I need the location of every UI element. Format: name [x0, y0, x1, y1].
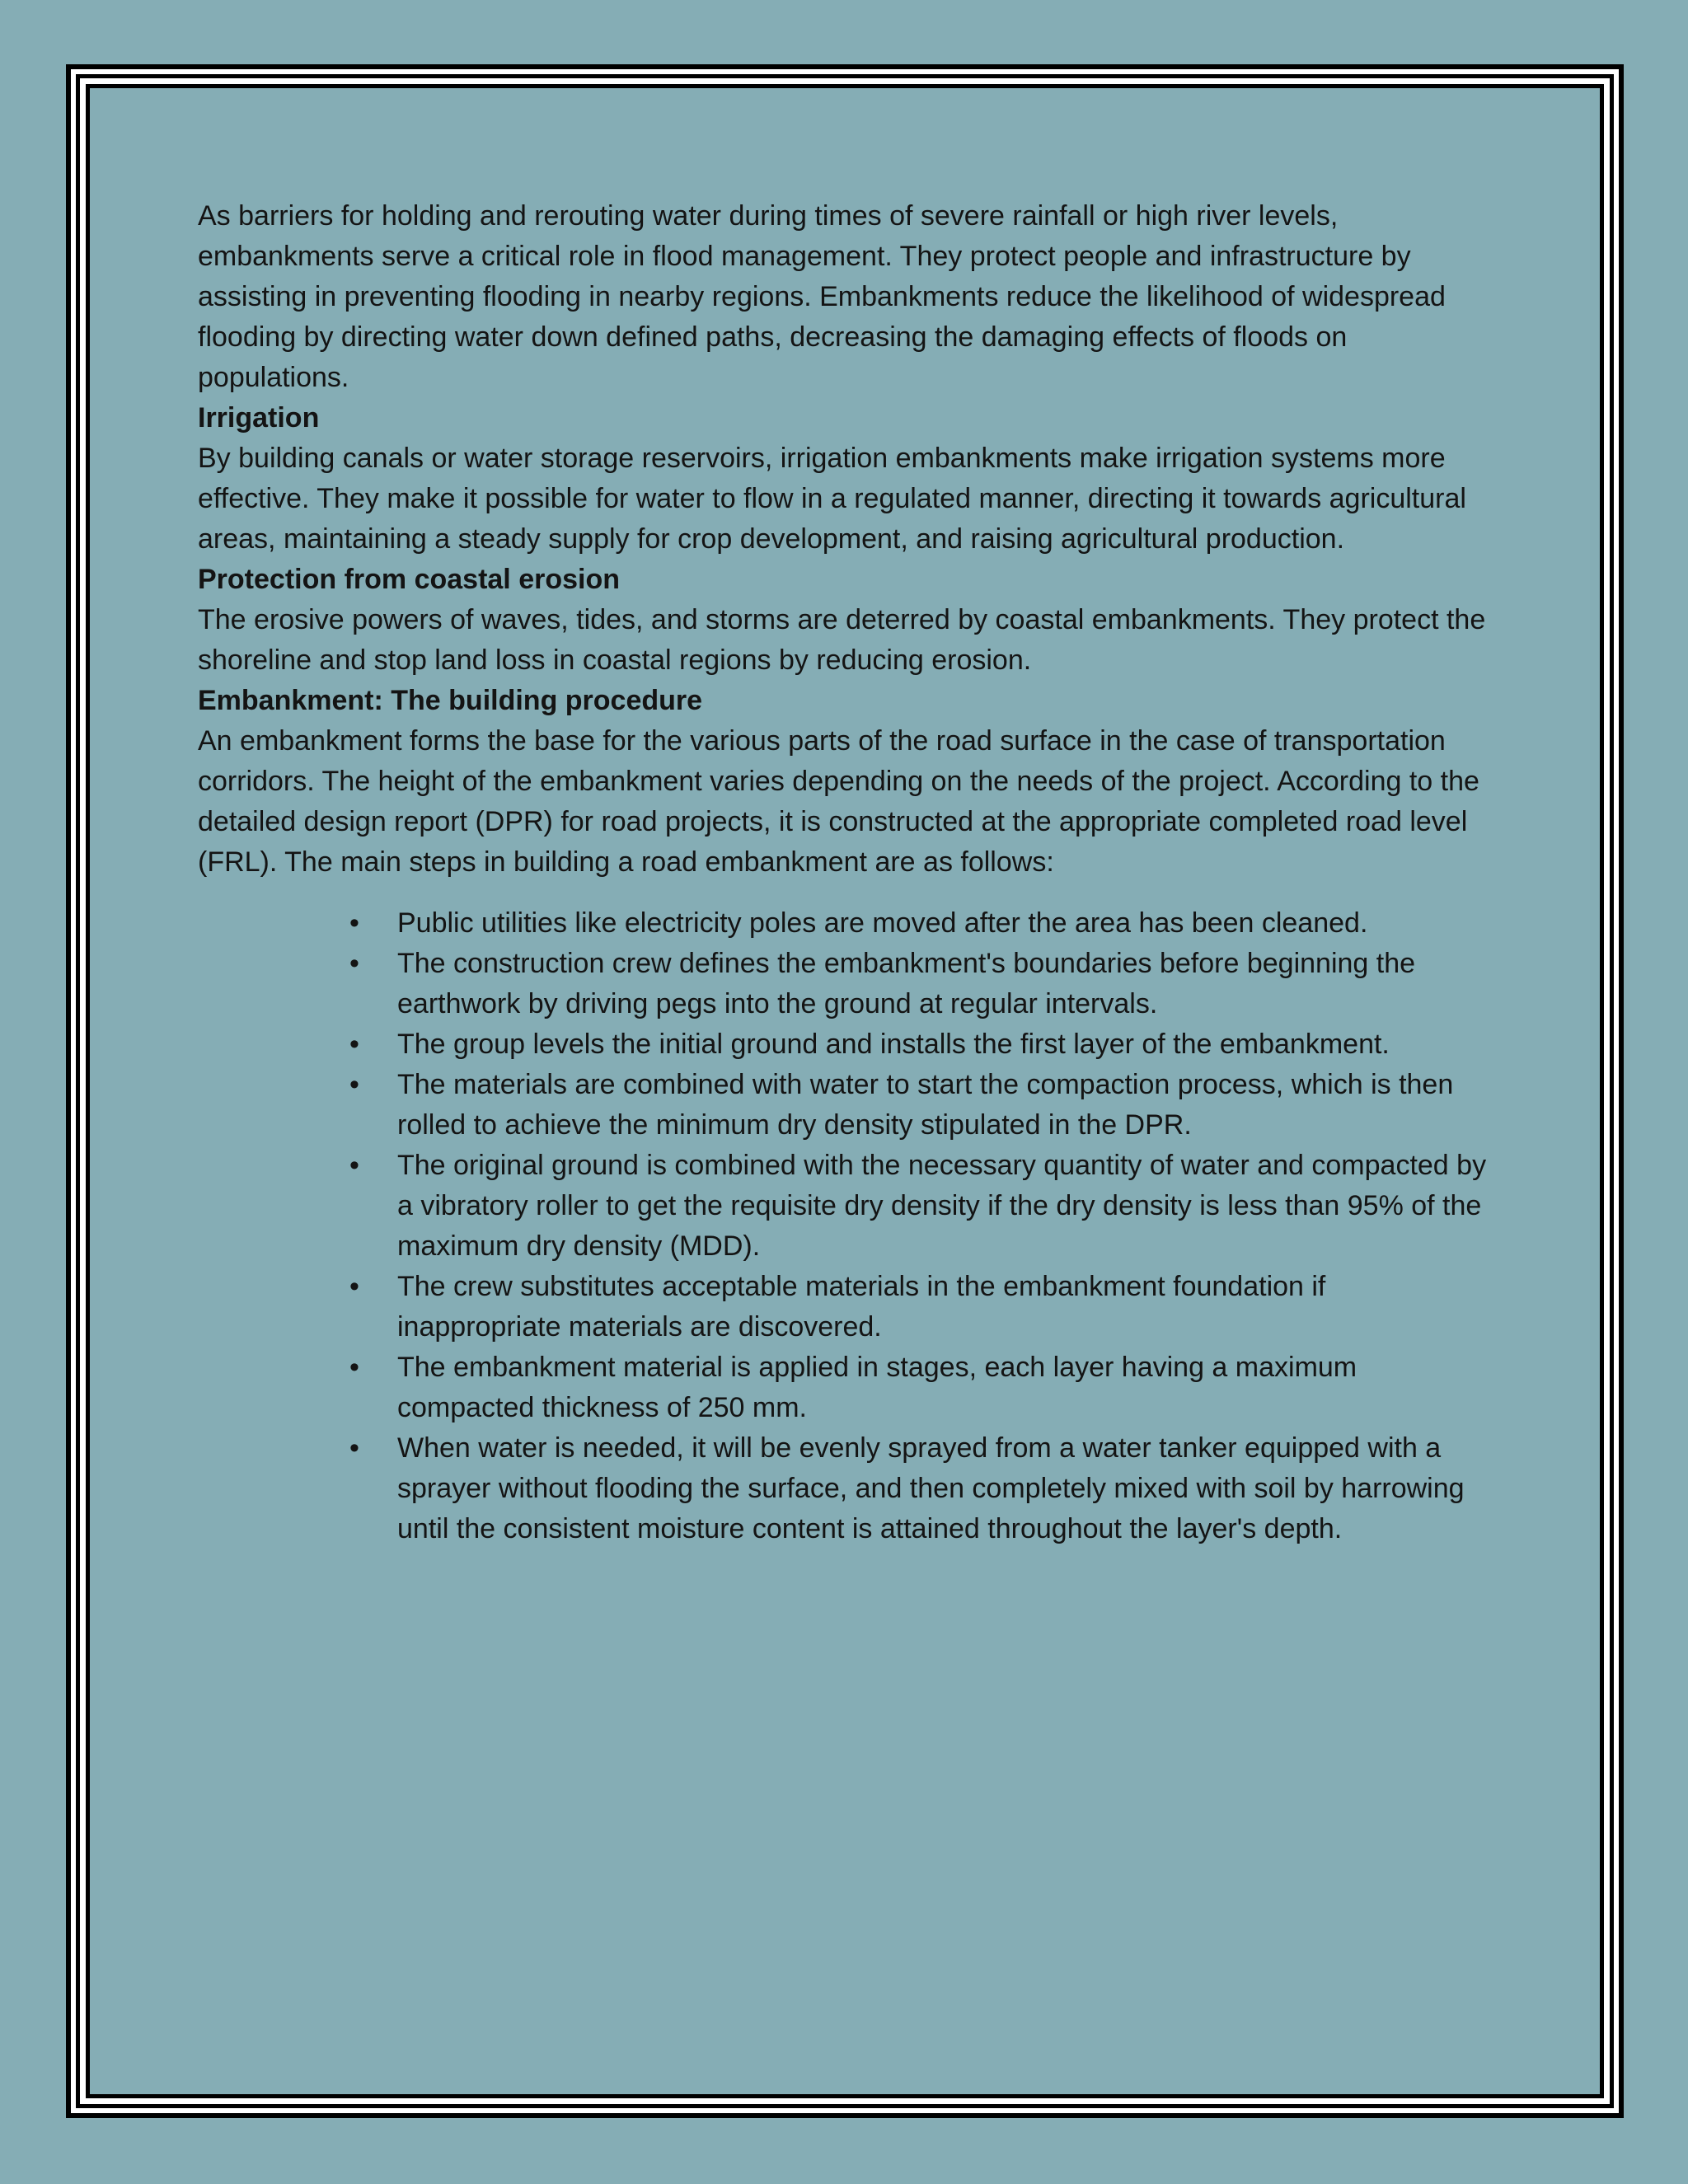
- bullet-icon: •: [349, 948, 359, 979]
- list-item: [349, 1024, 1492, 1065]
- list-item-text: The embankment material is applied in stages, each layer having a maximum compacted thickness of 250 mm.: [397, 1352, 1357, 1423]
- document-body: [198, 196, 1492, 1549]
- irrigation-heading: Irrigation: [198, 402, 320, 434]
- list-item-text: Public utilities like electricity poles are moved after the area has been cleaned.: [397, 907, 1368, 939]
- bullet-icon: •: [349, 1150, 359, 1181]
- list-item: [349, 1347, 1492, 1428]
- list-item: [349, 903, 1492, 944]
- bullet-icon: •: [349, 1352, 359, 1383]
- list-item-text: The crew substitutes acceptable materials in the embankment foundation if inappropriate materials are discovered.: [397, 1271, 1326, 1343]
- list-item: [349, 1146, 1492, 1267]
- bullet-icon: •: [349, 1069, 359, 1100]
- list-item-text: The original ground is combined with the necessary quantity of water and compacted by a vibratory roller to get the requisite dry density if the dry density is less than 95% of the maximum dry density (MDD).: [397, 1150, 1487, 1262]
- irrigation-paragraph: By building canals or water storage reservoirs, irrigation embankments make irrigation systems more effective. They make it possible for water to flow in a regulated manner, directing it towards agricultural areas, maintaining a steady supply for crop development, and raising agricultural production.: [198, 443, 1466, 555]
- list-item: [349, 1065, 1492, 1146]
- building-steps-list: [198, 903, 1492, 1549]
- list-item: [349, 1428, 1492, 1549]
- intro-paragraph: As barriers for holding and rerouting water during times of severe rainfall or high river levels, embankments serve a critical role in flood management. They protect people and infrastructure by assisting in preventing flooding in nearby regions. Embankments reduce the likelihood of widespread flooding by directing water down defined paths, decreasing the damaging effects of floods on populations.: [198, 200, 1446, 393]
- bullet-icon: •: [349, 907, 359, 939]
- list-item: [349, 944, 1492, 1024]
- list-item-text: The construction crew defines the embankment's boundaries before beginning the earthwork by driving pegs into the ground at regular intervals.: [397, 948, 1416, 1019]
- list-item: [349, 1267, 1492, 1347]
- list-item-text: The materials are combined with water to start the compaction process, which is then rolled to achieve the minimum dry density stipulated in the DPR.: [397, 1069, 1454, 1141]
- bullet-icon: •: [349, 1432, 359, 1464]
- list-item-text: When water is needed, it will be evenly sprayed from a water tanker equipped with a sprayer without flooding the surface, and then completely mixed with soil by harrowing until the consistent moisture content is attained throughout the layer's depth.: [397, 1432, 1465, 1544]
- coastal-erosion-paragraph: The erosive powers of waves, tides, and storms are deterred by coastal embankments. They protect the shoreline and stop land loss in coastal regions by reducing erosion.: [198, 604, 1486, 676]
- building-procedure-heading: Embankment: The building procedure: [198, 685, 703, 716]
- building-procedure-paragraph: An embankment forms the base for the various parts of the road surface in the case of transportation corridors. The height of the embankment varies depending on the needs of the project. According to the detailed design report (DPR) for road projects, it is constructed at the appropriate completed road level (FRL). The main steps in building a road embankment are as follows:: [198, 725, 1479, 878]
- bullet-icon: •: [349, 1271, 359, 1302]
- bullet-icon: •: [349, 1029, 359, 1060]
- coastal-erosion-heading: Protection from coastal erosion: [198, 564, 620, 595]
- list-item-text: The group levels the initial ground and installs the first layer of the embankment.: [397, 1029, 1390, 1060]
